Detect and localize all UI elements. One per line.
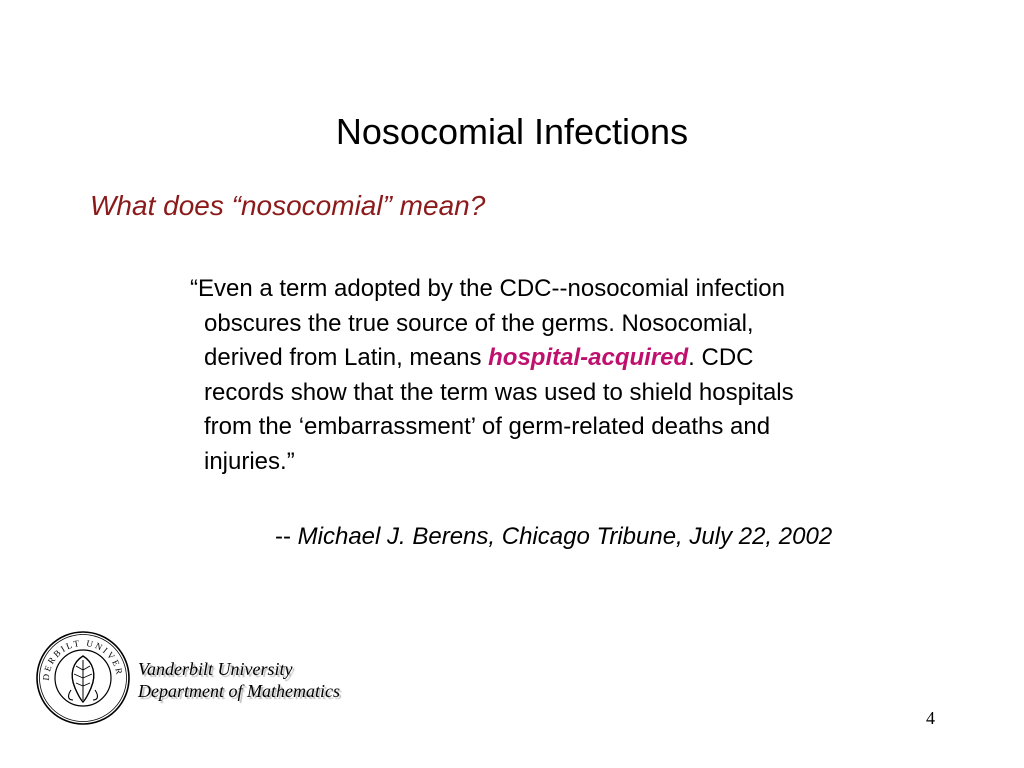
quote-line-5: from the ‘embarrassment’ of germ-related deaths and <box>204 413 771 440</box>
quote-line-1: “Even a term adopted by the CDC--nosocomial infection <box>190 275 785 302</box>
slide-subtitle: What does “nosocomial” mean? <box>90 190 486 221</box>
quote-line-3-before: derived from Latin, means <box>204 344 489 371</box>
quote-line-3 <box>190 341 920 376</box>
attribution-citation: Michael J. Berens, Chicago Tribune, July 22, 2002 <box>297 523 833 550</box>
quote-line-6: injuries.” <box>204 447 295 475</box>
page-number: 4 <box>926 708 935 728</box>
org-name: Vanderbilt University <box>138 659 293 679</box>
attribution-dash: -- <box>275 523 298 550</box>
quote-block <box>190 272 920 479</box>
svg-text:VANDERBILT UNIVERSITY <box>35 630 125 681</box>
quote-line-2: obscures the true source of the germs. Nosocomial, <box>204 309 754 337</box>
quote-line-3-after: . CDC <box>688 344 754 371</box>
quote-attribution <box>275 520 832 554</box>
vanderbilt-seal-icon <box>35 630 131 726</box>
slide-title: Nosocomial Infections <box>335 111 689 152</box>
footer-organization <box>138 658 340 702</box>
quote-emphasis: hospital-acquired <box>488 344 689 371</box>
org-department: Department of Mathematics <box>138 681 340 701</box>
quote-line-4: records show that the term was used to shield hospitals <box>204 378 794 406</box>
seal-ring-text: DERBILT UNIVER <box>40 637 125 681</box>
